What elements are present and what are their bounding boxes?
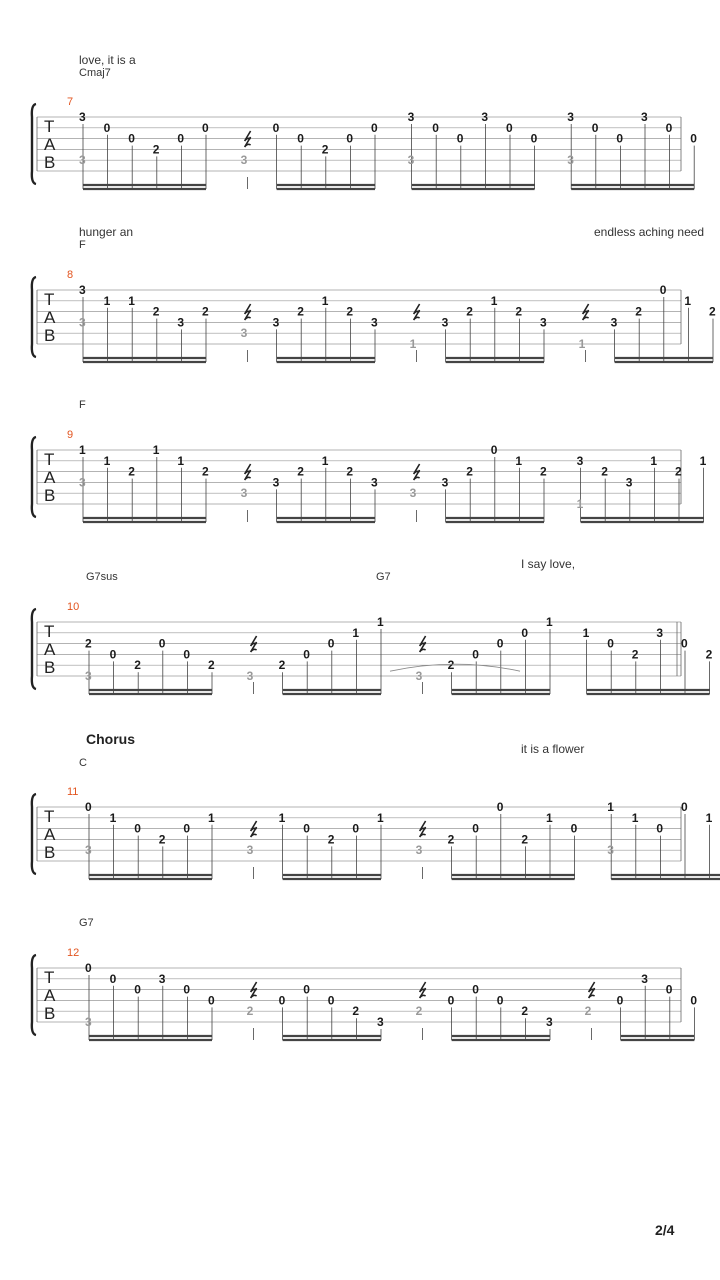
fret-number: 2 [635, 304, 642, 319]
fret-number: 0 [472, 821, 479, 836]
fret-number: 1 [515, 453, 523, 468]
fret-number: 1 [490, 293, 498, 308]
fret-number: 0 [177, 131, 185, 146]
fret-number: 3 [79, 283, 86, 297]
tab-clef-letter: A [44, 640, 56, 659]
fret-number: 2 [466, 304, 473, 319]
fret-number: 0 [183, 821, 191, 836]
fret-number: 0 [134, 821, 141, 836]
tab-system [32, 917, 698, 1040]
fret-number: 0 [681, 636, 688, 651]
fret-number: 0 [616, 131, 624, 146]
fret-number: 0 [85, 961, 92, 975]
fret-number: 2 [158, 832, 166, 847]
fret-number: 0 [432, 120, 439, 135]
fret-number: 1 [208, 810, 215, 825]
fret-number: 3 [85, 1015, 92, 1029]
fret-number: 0 [490, 443, 498, 457]
lyric-text: it is a flower [521, 742, 585, 756]
tab-clef-letter: A [44, 825, 56, 844]
fret-number: 0 [570, 821, 578, 836]
fret-number: 0 [85, 800, 92, 814]
fret-number: 3 [371, 315, 378, 330]
chord-name: C [79, 757, 87, 769]
fret-number: 2 [346, 304, 354, 319]
fret-number: 1 [699, 453, 707, 468]
fret-number: 0 [208, 993, 215, 1008]
fret-number: 0 [303, 821, 310, 836]
fret-number: 2 [521, 832, 529, 847]
fret-number: 3 [240, 326, 248, 341]
fret-number: 0 [681, 800, 688, 814]
rest-symbol [245, 464, 251, 480]
fret-number: 3 [79, 315, 86, 330]
fret-number: 2 [709, 304, 716, 319]
fret-number: 1 [631, 810, 639, 825]
fret-number: 3 [415, 669, 423, 683]
tab-system [32, 399, 707, 522]
fret-number: 0 [128, 131, 135, 146]
fret-number: 2 [540, 464, 547, 479]
measure-number: 7 [67, 96, 74, 108]
fret-number: 0 [616, 993, 624, 1008]
fret-number: 1 [607, 800, 614, 814]
tab-clef-letter: B [44, 486, 56, 505]
fret-number: 0 [506, 120, 513, 135]
tab-system [32, 53, 697, 189]
fret-number: 3 [79, 153, 86, 168]
fret-number: 0 [346, 131, 354, 146]
fret-number: 3 [246, 843, 254, 858]
tab-clef-letter: T [44, 807, 55, 826]
chord-name: G7sus [86, 571, 118, 583]
fret-number: 3 [567, 110, 574, 124]
lyric-text: I say love, [521, 557, 576, 571]
fret-number: 2 [466, 464, 473, 479]
fret-number: 2 [202, 464, 209, 479]
fret-number: 0 [109, 971, 117, 986]
tab-clef-letter: A [44, 986, 56, 1005]
rest-symbol [589, 982, 595, 998]
fret-number: 0 [530, 131, 538, 146]
fret-number: 1 [109, 810, 117, 825]
tab-clef-letter: T [44, 117, 55, 136]
fret-number: 1 [103, 453, 111, 468]
tab-clef-letter: B [44, 153, 56, 172]
fret-number: 1 [409, 337, 417, 351]
fret-number: 1 [650, 453, 658, 468]
fret-number: 2 [601, 464, 608, 479]
fret-number: 3 [607, 843, 614, 858]
fret-number: 2 [297, 464, 304, 479]
fret-number: 0 [665, 982, 673, 997]
system-brace [32, 609, 36, 689]
fret-number: 2 [246, 1004, 254, 1019]
tab-clef-letter: T [44, 450, 55, 469]
fret-number: 1 [377, 615, 384, 629]
system-brace [32, 955, 36, 1035]
lyric-text: hunger an [79, 225, 134, 239]
fret-number: 3 [641, 971, 648, 986]
fret-number: 0 [297, 131, 304, 146]
fret-number: 2 [631, 647, 639, 662]
tab-clef-letter: B [44, 843, 56, 862]
fret-number: 0 [202, 120, 209, 135]
fret-number: 0 [665, 120, 673, 135]
tab-clef-letter: T [44, 622, 55, 641]
fret-number: 2 [321, 142, 329, 157]
fret-number: 0 [327, 636, 335, 651]
fret-number: 2 [515, 304, 523, 319]
rest-symbol [583, 304, 589, 320]
fret-number: 0 [690, 131, 697, 146]
fret-number: 0 [183, 647, 191, 662]
tab-clef-letter: B [44, 326, 56, 345]
chord-name: Cmaj7 [79, 67, 111, 79]
chord-name: G7 [376, 571, 391, 583]
fret-number: 2 [152, 142, 160, 157]
fret-number: 3 [625, 475, 633, 490]
fret-number: 3 [567, 153, 574, 168]
tab-clef-letter: B [44, 658, 56, 677]
fret-number: 3 [610, 315, 618, 330]
fret-number: 3 [546, 1015, 553, 1029]
fret-number: 0 [496, 800, 504, 814]
fret-number: 0 [456, 131, 464, 146]
fret-number: 0 [607, 636, 614, 651]
lyric-text: love, it is a [79, 53, 136, 67]
fret-number: 1 [684, 293, 692, 308]
fret-number: 0 [109, 647, 117, 662]
tab-clef-letter: A [44, 135, 56, 154]
fret-number: 3 [407, 110, 415, 124]
fret-number: 3 [79, 475, 86, 490]
fret-number: 1 [546, 810, 553, 825]
measure-number: 12 [67, 947, 80, 959]
tab-system [32, 225, 716, 362]
fret-number: 0 [690, 993, 698, 1008]
fret-number: 1 [582, 625, 590, 640]
rest-symbol [245, 304, 251, 320]
fret-number: 0 [327, 993, 335, 1008]
fret-number: 2 [675, 464, 682, 479]
fret-number: 0 [183, 982, 191, 997]
fret-number: 0 [496, 993, 504, 1008]
chord-name: F [79, 239, 86, 251]
tab-system [32, 742, 720, 879]
chord-name: F [79, 399, 86, 411]
fret-number: 2 [152, 304, 160, 319]
fret-number: 2 [85, 636, 92, 651]
section-title-chorus: Chorus [86, 731, 135, 747]
fret-number: 2 [584, 1004, 592, 1019]
fret-number: 3 [240, 153, 248, 168]
fret-number: 0 [656, 821, 664, 836]
lyric-text: endless aching need [594, 225, 705, 239]
fret-number: 2 [134, 658, 141, 673]
fret-number: 1 [377, 810, 384, 825]
fret-number: 2 [415, 1004, 423, 1019]
tab-clef-letter: T [44, 290, 55, 309]
fret-number: 3 [85, 669, 92, 683]
page-indicator: 2/4 [655, 1222, 675, 1238]
fret-number: 0 [659, 283, 667, 297]
fret-number: 2 [352, 1004, 360, 1019]
fret-number: 3 [246, 669, 254, 683]
fret-number: 0 [472, 647, 479, 662]
fret-number: 0 [472, 982, 479, 997]
tab-clef-letter: T [44, 968, 55, 987]
fret-number: 1 [152, 443, 160, 457]
fret-number: 1 [278, 810, 286, 825]
fret-number: 0 [496, 636, 504, 651]
fret-number: 1 [321, 293, 329, 308]
fret-number: 1 [128, 293, 135, 308]
fret-number: 0 [591, 120, 599, 135]
fret-number: 0 [103, 120, 111, 135]
rest-symbol [420, 636, 426, 652]
fret-number: 1 [546, 615, 553, 629]
fret-number: 1 [352, 625, 360, 640]
rest-symbol [414, 464, 420, 480]
fret-number: 0 [134, 982, 141, 997]
fret-number: 1 [177, 453, 185, 468]
tab-system [32, 557, 713, 694]
rest-symbol [251, 982, 257, 998]
tab-clef-letter: B [44, 1004, 56, 1023]
fret-number: 3 [641, 110, 648, 124]
system-brace [32, 437, 36, 517]
fret-number: 1 [705, 810, 713, 825]
measure-number: 9 [67, 429, 74, 441]
fret-number: 3 [576, 453, 584, 468]
fret-number: 0 [278, 993, 286, 1008]
fret-number: 1 [578, 337, 586, 351]
system-brace [32, 794, 36, 874]
fret-number: 3 [407, 153, 415, 168]
fret-number: 3 [481, 110, 489, 124]
fret-number: 2 [447, 832, 455, 847]
measure-number: 11 [67, 786, 79, 798]
fret-number: 2 [346, 464, 354, 479]
fret-number: 2 [202, 304, 209, 319]
fret-number: 2 [327, 832, 335, 847]
fret-number: 2 [297, 304, 304, 319]
fret-number: 3 [272, 475, 280, 490]
fret-number: 0 [371, 120, 378, 135]
fret-number: 2 [521, 1004, 529, 1019]
fret-number: 3 [377, 1015, 384, 1029]
rest-symbol [251, 821, 257, 837]
fret-number: 3 [240, 486, 248, 501]
system-brace [32, 104, 36, 184]
rest-symbol [420, 821, 426, 837]
rest-symbol [414, 304, 420, 320]
fret-number: 0 [521, 625, 529, 640]
fret-number: 0 [303, 647, 310, 662]
fret-number: 0 [272, 120, 280, 135]
fret-number: 3 [158, 971, 166, 986]
fret-number: 2 [208, 658, 215, 673]
fret-number: 0 [303, 982, 310, 997]
measure-number: 8 [67, 269, 74, 281]
measure-number: 10 [67, 601, 80, 613]
fret-number: 3 [415, 843, 423, 858]
fret-number: 3 [177, 315, 185, 330]
fret-number: 2 [705, 647, 713, 662]
tab-clef-letter: A [44, 468, 56, 487]
fret-number: 3 [441, 315, 449, 330]
fret-number: 3 [371, 475, 378, 490]
fret-number: 3 [441, 475, 449, 490]
fret-number: 3 [79, 110, 86, 124]
chord-name: G7 [79, 917, 94, 929]
fret-number: 3 [272, 315, 280, 330]
fret-number: 3 [85, 843, 92, 858]
fret-number: 0 [447, 993, 455, 1008]
fret-number: 2 [447, 658, 455, 673]
fret-number: 3 [656, 625, 664, 640]
system-brace [32, 277, 36, 357]
fret-number: 1 [321, 453, 329, 468]
rest-symbol [251, 636, 257, 652]
rest-symbol [245, 131, 251, 147]
fret-number: 1 [103, 293, 111, 308]
fret-number: 3 [409, 486, 417, 501]
fret-number: 3 [540, 315, 547, 330]
fret-number: 0 [158, 636, 166, 651]
rest-symbol [420, 982, 426, 998]
fret-number: 2 [128, 464, 135, 479]
fret-number: 2 [278, 658, 286, 673]
fret-number: 1 [79, 443, 86, 457]
tab-clef-letter: A [44, 308, 56, 327]
fret-number: 1 [576, 497, 584, 511]
fret-number: 0 [352, 821, 360, 836]
